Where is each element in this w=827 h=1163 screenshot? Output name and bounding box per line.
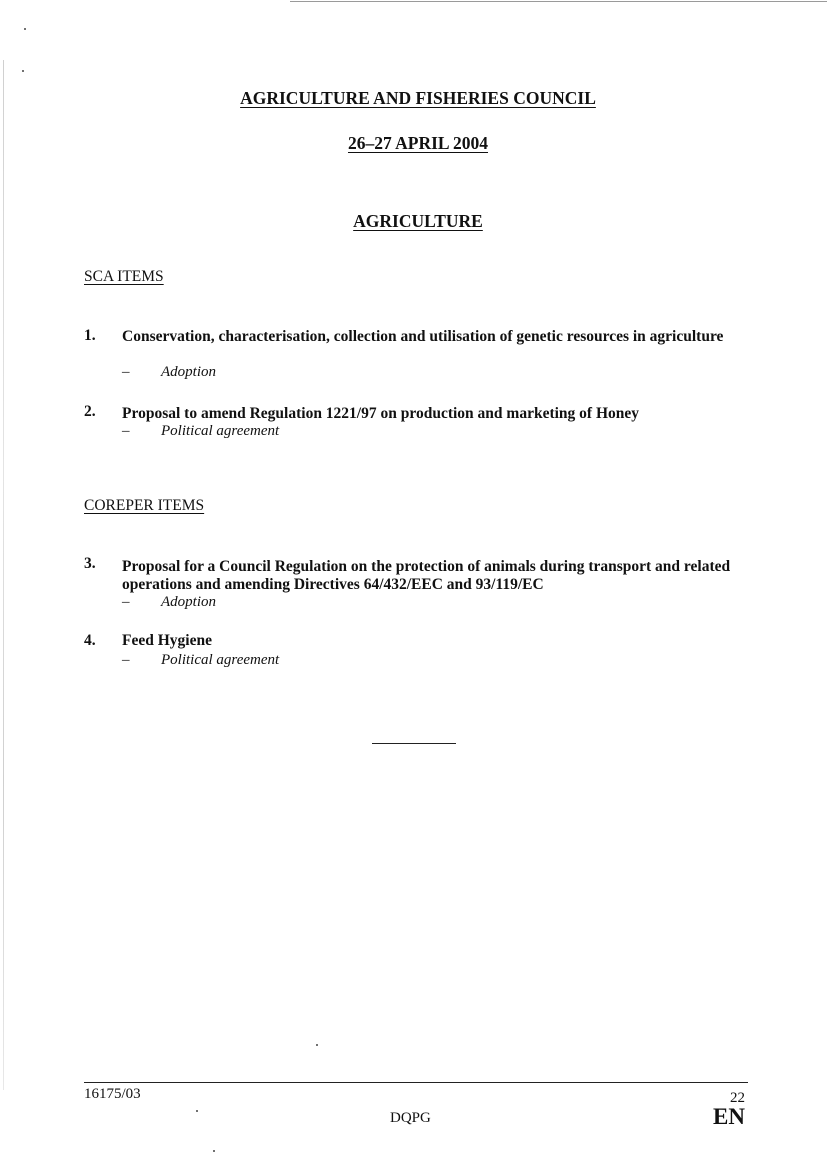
- agenda-item-dash: –: [122, 652, 130, 668]
- agenda-item-dash: –: [122, 423, 130, 439]
- footer-rule: [84, 1082, 748, 1083]
- agenda-item-title: Feed Hygiene: [122, 632, 212, 649]
- agenda-item-number: 1.: [84, 327, 96, 344]
- council-title: AGRICULTURE AND FISHERIES COUNCIL: [240, 88, 596, 108]
- page-number: 22: [730, 1090, 745, 1106]
- agenda-item-dash: –: [122, 594, 130, 610]
- agenda-item-number: 3.: [84, 555, 96, 572]
- scan-artifact-line: [290, 1, 827, 2]
- meeting-date: 26–27 APRIL 2004: [347, 133, 489, 153]
- topic-heading: AGRICULTURE: [353, 211, 483, 231]
- scan-speck: [316, 1044, 318, 1046]
- section-heading-sca-items: SCA ITEMS: [84, 268, 164, 285]
- end-of-agenda-rule: [372, 743, 456, 744]
- agenda-item-action: Adoption: [161, 594, 216, 610]
- department-code: DQPG: [390, 1110, 431, 1126]
- language-code: EN: [713, 1104, 745, 1129]
- document-reference: 16175/03: [84, 1086, 141, 1102]
- agenda-item-title: Conservation, characterisation, collection and utilisation of genetic resources in agriculture: [122, 328, 724, 345]
- agenda-item-action: Adoption: [161, 364, 216, 380]
- agenda-item-number: 2.: [84, 403, 96, 420]
- scan-speck: [213, 1150, 215, 1152]
- agenda-item-title: Proposal to amend Regulation 1221/97 on production and marketing of Honey: [122, 405, 640, 422]
- agenda-item-action: Political agreement: [161, 423, 280, 439]
- agenda-item-title: Proposal for a Council Regulation on the protection of animals during transport and related operations and amending Directives 64/432/EEC and 93/119/EC: [122, 558, 731, 593]
- scan-speck: [24, 28, 26, 30]
- agenda-item-action: Political agreement: [161, 652, 280, 668]
- section-heading-coreper-items: COREPER ITEMS: [84, 497, 205, 514]
- agenda-item-dash: –: [122, 364, 130, 380]
- agenda-item-number: 4.: [84, 632, 96, 649]
- scan-speck: [196, 1110, 198, 1112]
- scan-speck: [22, 70, 24, 72]
